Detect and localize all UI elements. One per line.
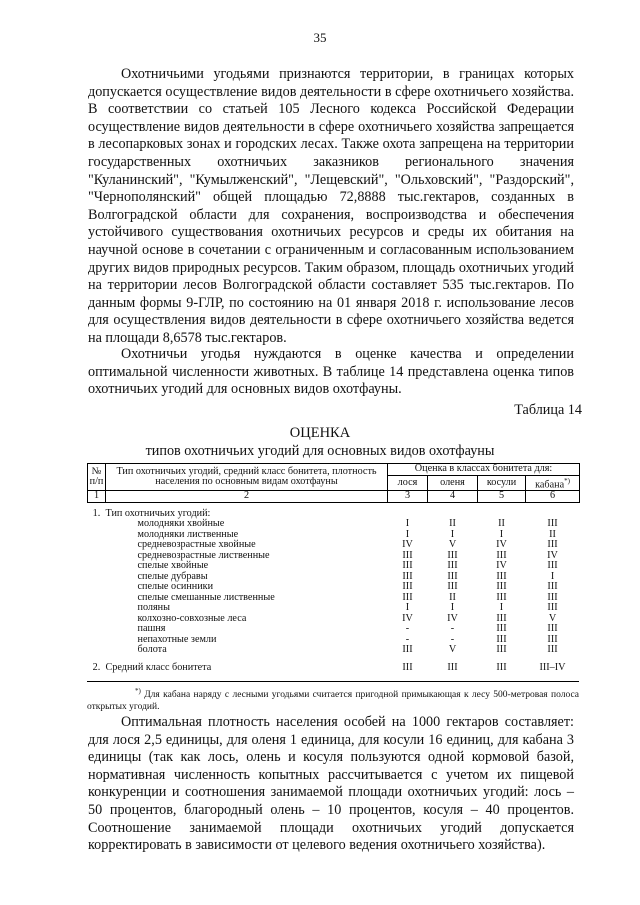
value-deer: III bbox=[447, 549, 458, 561]
value-boar: III bbox=[547, 602, 558, 614]
value-roe: IV bbox=[496, 539, 507, 551]
value-roe: II bbox=[498, 518, 505, 530]
column-index: 1 bbox=[88, 491, 106, 503]
row-label: молодняки лиственные bbox=[137, 528, 239, 540]
value-elk: III bbox=[402, 549, 413, 561]
value-roe: III bbox=[496, 661, 507, 673]
footnote-divider bbox=[87, 681, 579, 682]
value-boar: III bbox=[547, 633, 558, 645]
value-deer: I bbox=[450, 602, 455, 614]
value-deer: II bbox=[449, 518, 456, 530]
value-deer: - bbox=[450, 633, 455, 645]
header-elk: лося bbox=[388, 475, 428, 491]
value-elk: - bbox=[405, 623, 410, 635]
value-elk: III bbox=[402, 581, 413, 593]
footnote-text: Для кабана наряду с лесными угодьями считается пригодной примыкающая к лесу 500-метровая полоса открытых угодий. bbox=[87, 690, 579, 712]
value-boar: III bbox=[547, 591, 558, 603]
value-elk: III bbox=[402, 570, 413, 582]
value-boar: III bbox=[547, 644, 558, 656]
row-label: молодняки хвойные bbox=[137, 518, 225, 530]
value-elk: III bbox=[402, 591, 413, 603]
value-boar: III bbox=[547, 581, 558, 593]
value-deer: III bbox=[447, 560, 458, 572]
value-deer: V bbox=[448, 539, 457, 551]
row-label: болота bbox=[137, 644, 167, 656]
header-group: Оценка в классах бонитета для: bbox=[388, 464, 580, 476]
row-label: спелые осинники bbox=[137, 581, 214, 593]
column-index: 5 bbox=[478, 491, 526, 503]
value-elk: III bbox=[402, 644, 413, 656]
row-label: пашня bbox=[137, 623, 166, 635]
header-deer: оленя bbox=[428, 475, 478, 491]
header-roe: косули bbox=[478, 475, 526, 491]
row-label: спелые смешанные лиственные bbox=[137, 591, 275, 603]
value-roe: I bbox=[499, 528, 504, 540]
section-number: 1. bbox=[92, 507, 101, 519]
column-index: 4 bbox=[428, 491, 478, 503]
header-boar: кабана*) bbox=[526, 475, 580, 491]
value-deer: III bbox=[447, 581, 458, 593]
value-boar: III bbox=[547, 518, 558, 530]
value-roe: III bbox=[496, 633, 507, 645]
column-index: 6 bbox=[526, 491, 580, 503]
value-elk: I bbox=[405, 602, 410, 614]
bonitet-table bbox=[87, 463, 580, 673]
page-number: 35 bbox=[313, 30, 327, 45]
value-deer: II bbox=[449, 591, 456, 603]
value-elk: I bbox=[405, 528, 410, 540]
value-deer: III bbox=[447, 661, 458, 673]
value-boar: I bbox=[550, 570, 555, 582]
value-elk: III bbox=[402, 560, 413, 572]
row-label: поляны bbox=[137, 602, 170, 614]
value-deer: IV bbox=[447, 612, 458, 624]
row-label: колхозно-совхозные леса bbox=[137, 612, 247, 624]
value-elk: - bbox=[405, 633, 410, 645]
value-deer: III bbox=[447, 570, 458, 582]
value-roe: IV bbox=[496, 560, 507, 572]
row-label: средневозрастные лиственные bbox=[137, 549, 270, 561]
row-label: средневозрастные хвойные bbox=[137, 539, 256, 551]
value-boar: III bbox=[547, 539, 558, 551]
value-roe: III bbox=[496, 644, 507, 656]
value-boar: III bbox=[547, 560, 558, 572]
column-index: 2 bbox=[106, 491, 388, 503]
footnote-mark: *) bbox=[135, 687, 141, 695]
value-roe: III bbox=[496, 570, 507, 582]
value-elk: I bbox=[405, 518, 410, 530]
value-boar: III–IV bbox=[539, 661, 566, 673]
section-row bbox=[88, 502, 580, 519]
value-boar: V bbox=[548, 612, 557, 624]
value-boar: IV bbox=[547, 549, 558, 561]
paragraph-assessment-intro: Охотничьи угодья нуждаются в оценке качества и определении оптимальной численности животных. В таблице 14 представлена оценка типов охотничьих угодий для основных видов охотфауны. bbox=[88, 346, 574, 398]
value-roe: III bbox=[496, 549, 507, 561]
value-boar: III bbox=[547, 623, 558, 635]
value-elk: IV bbox=[402, 612, 413, 624]
column-index: 3 bbox=[388, 491, 428, 503]
section-label: Средний класс бонитета bbox=[105, 661, 212, 673]
value-elk: III bbox=[402, 661, 413, 673]
footnote bbox=[87, 686, 579, 713]
row-label: спелые дубравы bbox=[137, 570, 208, 582]
value-roe: I bbox=[499, 602, 504, 614]
header-type: Тип охотничьих угодий, средний класс бонитета, плотность населения по основным видам охотфауны bbox=[106, 464, 388, 491]
value-deer: V bbox=[448, 644, 457, 656]
paragraph-hunting-grounds: Охотничьими угодьями признаются территории, в границах которых допускается осуществление видов деятельности в сфере охотничьего хозяйства. В соответствии со статьей 105 Лесного кодекса Российской Федерации осуществление видов деятельности в сфере охотничьего хозяйства запрещается в лесопарковых зонах и городских лесах. Также охота запрещена на территории государственных охотничьих заказников регионального значения "Куланинский", "Кумылженский", "Лещевский", "Ольховский", "Раздорский", "Чернополянский" общей площадью 72,8888 тыс.гектаров, созданных в Волгоградской области для сохранения, воспроизводства и обеспечения устойчивого существования охотничьих ресурсов и среды их обитания на научной основе в сочетании с ограниченным и согласованным использованием других видов природных ресурсов. Таким образом, площадь охотничьих угодий на территории лесов Волгоградской области составляет 535 тыс.гектаров. По данным формы 9-ГЛР, по состоянию на 01 января 2018 г. использование лесов для осуществления видов деятельности в сфере охотничьего хозяйства ведется на площади 8,6578 тыс.гектаров. bbox=[88, 66, 574, 346]
value-roe: III bbox=[496, 591, 507, 603]
value-deer: I bbox=[450, 528, 455, 540]
table-row bbox=[88, 645, 580, 656]
table-title: ОЦЕНКА bbox=[289, 425, 351, 441]
value-elk: IV bbox=[402, 539, 413, 551]
value-deer: - bbox=[450, 623, 455, 635]
section-label: Тип охотничьих угодий: bbox=[105, 507, 211, 519]
paragraph-optimal-density: Оптимальная плотность населения особей на 1000 гектаров составляет: для лося 2,5 единицы, для оленя 1 единица, для косули 16 единиц, для кабана 3 единицы (так как лось, олень и косуля пользуются одной кормовой базой, нормативная численность копытных рассчитывается с учетом их пищевой конкуренции и соотношения занимаемой площади охотничьих угодий: лось – 50 процентов, благородный олень – 10 процентов, косуля – 40 процентов. Соотношение занимаемой площади охотничьих угодий допускается корректировать в зависимости от целевого ведения охотничьего хозяйства). bbox=[88, 714, 574, 854]
section-number: 2. bbox=[92, 661, 101, 673]
value-roe: III bbox=[496, 612, 507, 624]
table-number: Таблица 14 bbox=[514, 402, 582, 418]
row-label: непахотные земли bbox=[137, 633, 217, 645]
value-roe: III bbox=[496, 581, 507, 593]
value-boar: II bbox=[549, 528, 556, 540]
header-number: № п/п bbox=[88, 464, 106, 491]
value-roe: III bbox=[496, 623, 507, 635]
summary-row bbox=[88, 656, 580, 674]
table-subtitle: типов охотничьих угодий для основных видов охотфауны bbox=[145, 443, 495, 459]
row-label: спелые хвойные bbox=[137, 560, 209, 572]
